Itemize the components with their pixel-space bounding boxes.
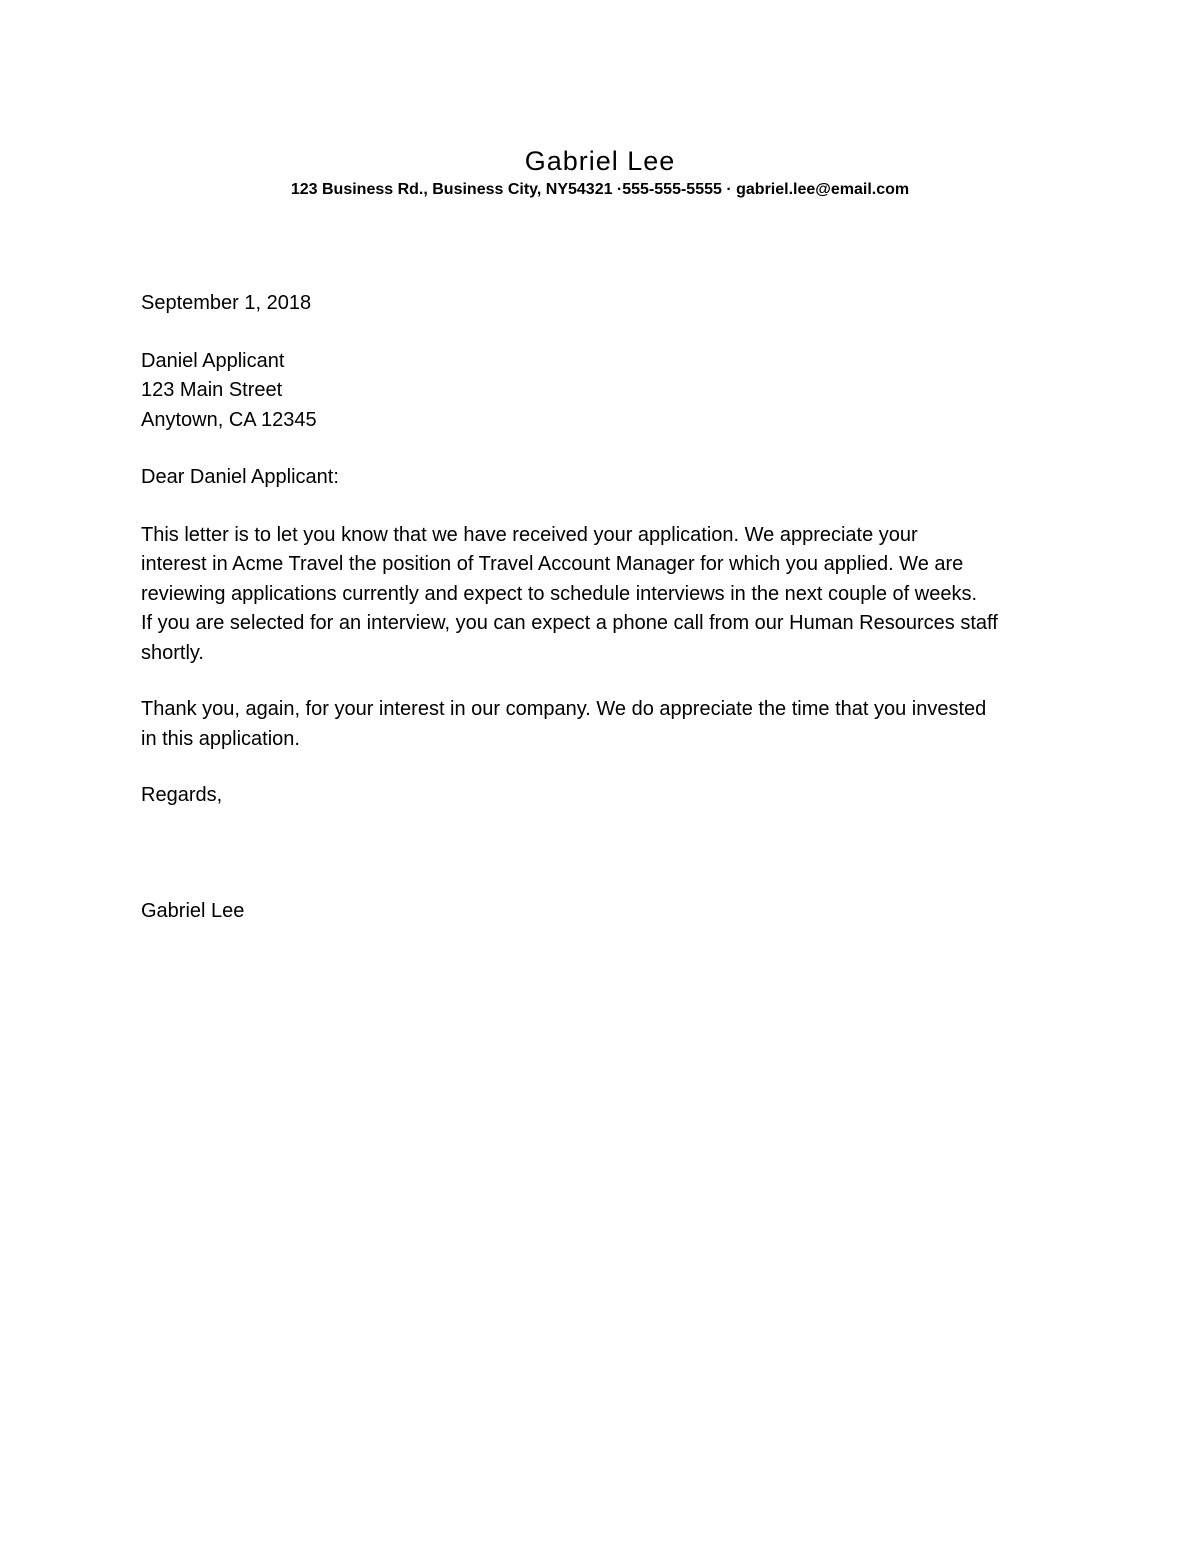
closing: Regards,: [141, 784, 223, 806]
paragraph-line: This letter is to let you know that we have received your application. We appreciate your: [141, 523, 918, 546]
letter-body: [141, 289, 1071, 926]
body-paragraph-2: [141, 695, 1071, 754]
paragraph-line: If you are selected for an interview, you can expect a phone call from our Human Resources staff: [141, 612, 998, 634]
recipient-city: Anytown, CA 12345: [141, 408, 317, 431]
body-paragraph-1: [141, 521, 1071, 669]
recipient-name: Daniel Applicant: [141, 349, 285, 372]
paragraph-line: shortly.: [141, 641, 204, 664]
sender-contact-line: 123 Business Rd., Business City, NY54321 ·555-555-5555 · gabriel.lee@email.com: [290, 181, 910, 198]
letterhead: [0, 143, 1200, 201]
paragraph-line: interest in Acme Travel the position of Travel Account Manager for which you applied. We are: [141, 553, 964, 575]
letter-date: September 1, 2018: [141, 292, 312, 314]
salutation: Dear Daniel Applicant:: [141, 466, 339, 488]
paragraph-line: Thank you, again, for your interest in our company. We do appreciate the time that you invested: [141, 698, 987, 720]
recipient-street: 123 Main Street: [141, 379, 283, 401]
signature-name: Gabriel Lee: [141, 899, 245, 922]
recipient-address: [141, 347, 1071, 436]
paragraph-line: in this application.: [141, 727, 300, 750]
paragraph-line: reviewing applications currently and expect to schedule interviews in the next couple of weeks.: [141, 582, 978, 605]
sender-name: Gabriel Lee: [524, 146, 676, 176]
